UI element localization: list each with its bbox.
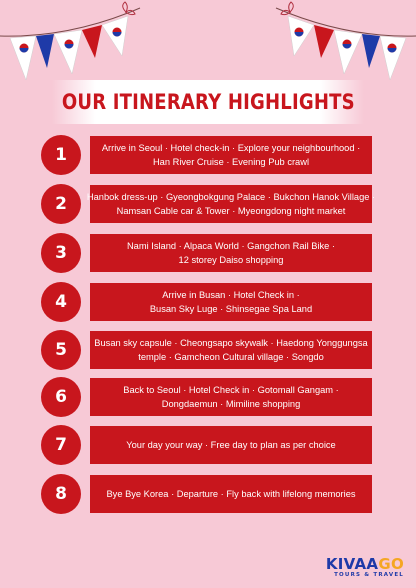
pennant-red-icon [314, 25, 334, 58]
page-title: OUR ITINERARY HIGHLIGHTS [61, 90, 355, 114]
description-line-1: Busan sky capsule · Cheongsapo skywalk · Haedong Yonggungsa [94, 338, 368, 348]
day-number-badge: 6 [41, 377, 81, 417]
day-number-badge: 8 [41, 474, 81, 514]
logo-name: KIVAA [325, 555, 379, 573]
itinerary-description [90, 475, 372, 513]
bunting-right-decoration [266, 0, 416, 90]
description-line-1: Nami Island · Alpaca World · Gangchon Rail Bike · [126, 241, 336, 251]
itinerary-row-4 [0, 282, 416, 322]
day-number-badge: 4 [41, 282, 81, 322]
itinerary-row-6 [0, 377, 416, 417]
itinerary-row-7 [0, 425, 416, 465]
pennant-flag-icon [102, 16, 128, 56]
description-line-2: temple · Gamcheon Cultural village · Songdo [138, 352, 324, 362]
pennant-flag-icon [288, 16, 314, 56]
pennant-red-icon [82, 25, 102, 58]
itinerary-row-3 [0, 233, 416, 273]
pennant-flag-icon [380, 36, 406, 80]
pennant-flag-icon [54, 30, 82, 74]
day-number-badge: 1 [41, 135, 81, 175]
bunting-left-decoration [0, 0, 150, 90]
pennant-flag-icon [334, 30, 362, 74]
itinerary-row-2 [0, 184, 416, 224]
description-line-1: Your day your way · Free day to plan as per choice [126, 440, 336, 450]
day-number-badge: 7 [41, 425, 81, 465]
itinerary-description [86, 185, 376, 223]
logo-wordmark [326, 555, 404, 573]
description-line-1: Arrive in Seoul · Hotel check-in · Explore your neighbourhood · [101, 143, 361, 153]
itinerary-description [90, 378, 372, 416]
description-line-1: Arrive in Busan · Hotel Check in · [162, 290, 300, 300]
description-line-2: 12 storey Daiso shopping [178, 255, 284, 265]
pennant-blue-icon [36, 34, 54, 68]
itinerary-row-5 [0, 330, 416, 370]
pennant-blue-icon [362, 34, 380, 68]
day-number-badge: 2 [41, 184, 81, 224]
day-number-badge: 5 [41, 330, 81, 370]
brand-logo [326, 555, 404, 578]
itinerary-row-1 [0, 135, 416, 175]
itinerary-description [90, 136, 372, 174]
logo-accent: GO [378, 555, 404, 573]
description-line-1: Hanbok dress-up · Gyeongbokgung Palace · Bukchon Hanok Village · [86, 192, 376, 202]
description-line-2: Busan Sky Luge · Shinsegae Spa Land [149, 304, 313, 314]
description-line-2: Namsan Cable car & Tower · Myeongdong night market [116, 206, 346, 216]
description-line-1: Back to Seoul · Hotel Check in · Gotomall Gangam · [123, 385, 339, 395]
itinerary-description [90, 283, 372, 321]
itinerary-description [90, 426, 372, 464]
description-line-1: Bye Bye Korea · Departure · Fly back with lifelong memories [106, 489, 356, 499]
pennant-flag-icon [10, 36, 36, 80]
description-line-2: Han River Cruise · Evening Pub crawl [152, 157, 310, 167]
itinerary-description [90, 234, 372, 272]
itinerary-description [90, 331, 372, 369]
description-line-2: Dongdaemun · Mimiline shopping [161, 399, 301, 409]
itinerary-row-8 [0, 474, 416, 514]
day-number-badge: 3 [41, 233, 81, 273]
title-banner [52, 80, 364, 124]
logo-tagline: TOURS & TRAVEL [334, 572, 404, 578]
